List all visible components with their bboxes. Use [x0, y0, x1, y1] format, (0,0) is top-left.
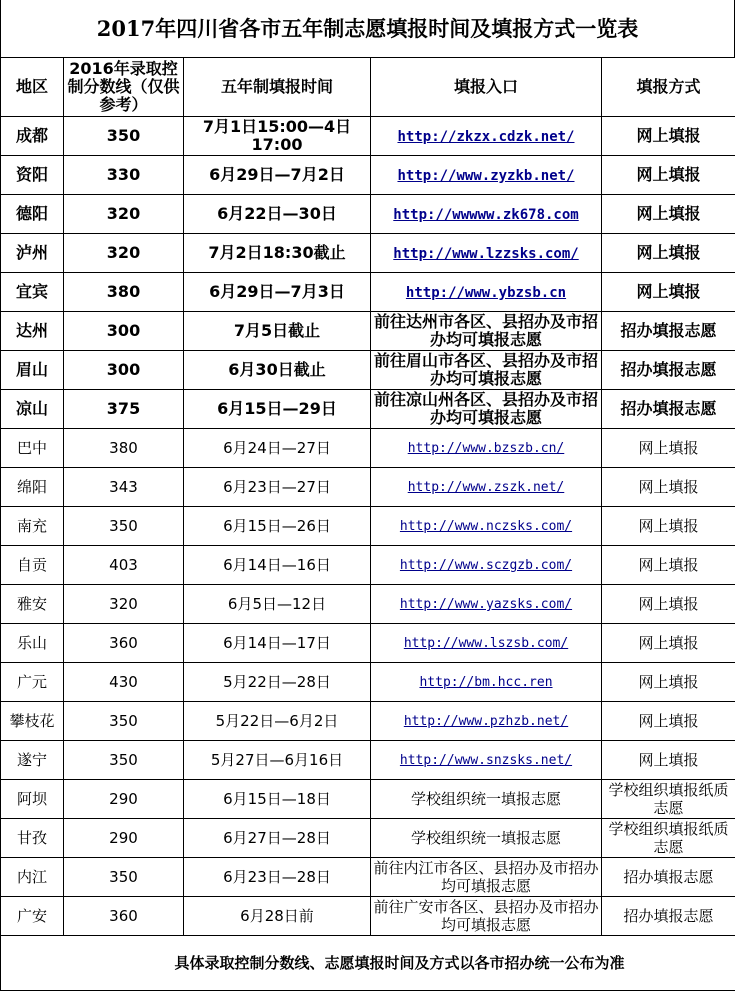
time-cell: 6月29日—7月3日 — [184, 273, 371, 312]
score-cell: 320 — [64, 234, 184, 273]
header-time: 五年制填报时间 — [184, 58, 371, 117]
score-cell: 300 — [64, 351, 184, 390]
region-cell: 自贡 — [1, 546, 64, 585]
region-cell: 泸州 — [1, 234, 64, 273]
score-cell: 360 — [64, 624, 184, 663]
time-cell: 5月27日—6月16日 — [184, 741, 371, 780]
time-cell: 5月22日—28日 — [184, 663, 371, 702]
region-cell: 巴中 — [1, 429, 64, 468]
time-cell: 7月1日15:00—4日17:00 — [184, 117, 371, 156]
entry-link[interactable]: http://www.lzzsks.com/ — [393, 245, 579, 262]
region-cell: 内江 — [1, 858, 64, 897]
entry-cell — [371, 468, 602, 507]
region-cell: 眉山 — [1, 351, 64, 390]
entry-link[interactable]: http://wwwww.zk678.com — [393, 206, 579, 223]
time-cell: 6月24日—27日 — [184, 429, 371, 468]
score-cell: 290 — [64, 819, 184, 858]
admission-table — [0, 57, 735, 991]
table-row — [1, 897, 735, 936]
entry-link[interactable]: http://www.zszk.net/ — [407, 480, 565, 495]
method-cell: 网上填报 — [602, 273, 735, 312]
header-row — [1, 58, 735, 117]
method-cell: 学校组织填报纸质志愿 — [602, 819, 735, 858]
footer-note: 具体录取控制分数线、志愿填报时间及方式以各市招办统一公布为准 — [64, 936, 735, 991]
region-cell: 攀枝花 — [1, 702, 64, 741]
entry-cell: 前往凉山州各区、县招办及市招办均可填报志愿 — [371, 390, 602, 429]
time-cell: 6月30日截止 — [184, 351, 371, 390]
score-cell: 350 — [64, 858, 184, 897]
score-cell: 380 — [64, 429, 184, 468]
region-cell: 雅安 — [1, 585, 64, 624]
table-row — [1, 507, 735, 546]
entry-cell — [371, 117, 602, 156]
method-cell: 招办填报志愿 — [602, 390, 735, 429]
entry-cell: 学校组织统一填报志愿 — [371, 819, 602, 858]
table-row — [1, 195, 735, 234]
score-cell: 343 — [64, 468, 184, 507]
method-cell: 网上填报 — [602, 741, 735, 780]
time-cell: 6月14日—16日 — [184, 546, 371, 585]
method-cell: 学校组织填报纸质志愿 — [602, 780, 735, 819]
score-cell: 350 — [64, 507, 184, 546]
entry-link[interactable]: http://www.nczsks.com/ — [399, 519, 573, 534]
score-cell: 360 — [64, 897, 184, 936]
header-entry: 填报入口 — [371, 58, 602, 117]
time-cell: 6月23日—28日 — [184, 858, 371, 897]
entry-link[interactable]: http://www.lszsb.com/ — [403, 636, 569, 651]
entry-cell: 前往内江市各区、县招办及市招办均可填报志愿 — [371, 858, 602, 897]
region-cell: 甘孜 — [1, 819, 64, 858]
score-cell: 330 — [64, 156, 184, 195]
score-cell: 350 — [64, 702, 184, 741]
time-cell: 6月5日—12日 — [184, 585, 371, 624]
region-cell: 资阳 — [1, 156, 64, 195]
method-cell: 网上填报 — [602, 624, 735, 663]
time-cell: 7月5日截止 — [184, 312, 371, 351]
method-cell: 网上填报 — [602, 663, 735, 702]
method-cell: 网上填报 — [602, 702, 735, 741]
score-cell: 375 — [64, 390, 184, 429]
time-cell: 6月29日—7月2日 — [184, 156, 371, 195]
table-row — [1, 156, 735, 195]
method-cell: 网上填报 — [602, 546, 735, 585]
region-cell: 乐山 — [1, 624, 64, 663]
note-row — [1, 936, 735, 991]
region-cell: 绵阳 — [1, 468, 64, 507]
entry-link[interactable]: http://www.snzsks.net/ — [399, 753, 573, 768]
score-cell: 300 — [64, 312, 184, 351]
method-cell: 招办填报志愿 — [602, 351, 735, 390]
method-cell: 网上填报 — [602, 429, 735, 468]
score-cell: 290 — [64, 780, 184, 819]
method-cell: 网上填报 — [602, 156, 735, 195]
table-row — [1, 351, 735, 390]
table-row — [1, 624, 735, 663]
table-row — [1, 741, 735, 780]
header-method: 填报方式 — [602, 58, 735, 117]
score-cell: 430 — [64, 663, 184, 702]
time-cell: 6月22日—30日 — [184, 195, 371, 234]
table-row — [1, 858, 735, 897]
score-cell: 350 — [64, 117, 184, 156]
table-row — [1, 312, 735, 351]
method-cell: 网上填报 — [602, 234, 735, 273]
method-cell: 网上填报 — [602, 117, 735, 156]
header-region: 地区 — [1, 58, 64, 117]
method-cell: 招办填报志愿 — [602, 897, 735, 936]
table-row — [1, 234, 735, 273]
entry-link[interactable]: http://www.ybzsb.cn — [405, 284, 567, 301]
method-cell: 网上填报 — [602, 195, 735, 234]
region-cell: 阿坝 — [1, 780, 64, 819]
entry-cell — [371, 273, 602, 312]
page-title: 2017年四川省各市五年制志愿填报时间及填报方式一览表 — [0, 0, 735, 57]
method-cell: 网上填报 — [602, 585, 735, 624]
entry-link[interactable]: http://www.bzszb.cn/ — [407, 441, 565, 456]
region-cell: 广安 — [1, 897, 64, 936]
score-cell: 320 — [64, 195, 184, 234]
region-cell: 德阳 — [1, 195, 64, 234]
table-row — [1, 819, 735, 858]
entry-cell: 前往眉山市各区、县招办及市招办均可填报志愿 — [371, 351, 602, 390]
entry-cell — [371, 546, 602, 585]
region-cell: 成都 — [1, 117, 64, 156]
header-score: 2016年录取控制分数线（仅供参考） — [64, 58, 184, 117]
entry-cell: 前往达州市各区、县招办及市招办均可填报志愿 — [371, 312, 602, 351]
region-cell: 遂宁 — [1, 741, 64, 780]
entry-cell: 学校组织统一填报志愿 — [371, 780, 602, 819]
region-cell: 南充 — [1, 507, 64, 546]
time-cell: 6月23日—27日 — [184, 468, 371, 507]
time-cell: 6月15日—29日 — [184, 390, 371, 429]
region-cell: 凉山 — [1, 390, 64, 429]
entry-cell — [371, 156, 602, 195]
table-row — [1, 663, 735, 702]
entry-link[interactable]: http://www.zyzkb.net/ — [397, 167, 575, 184]
table-row — [1, 780, 735, 819]
table-row — [1, 429, 735, 468]
region-cell: 达州 — [1, 312, 64, 351]
entry-link[interactable]: http://www.pzhzb.net/ — [403, 714, 569, 729]
time-cell: 6月27日—28日 — [184, 819, 371, 858]
score-cell: 320 — [64, 585, 184, 624]
entry-link[interactable]: http://www.sczgzb.com/ — [399, 558, 573, 573]
table-row — [1, 585, 735, 624]
time-cell: 6月15日—26日 — [184, 507, 371, 546]
time-cell: 5月22日—6月2日 — [184, 702, 371, 741]
entry-cell — [371, 585, 602, 624]
entry-cell — [371, 507, 602, 546]
score-cell: 380 — [64, 273, 184, 312]
entry-cell — [371, 741, 602, 780]
method-cell: 网上填报 — [602, 507, 735, 546]
method-cell: 招办填报志愿 — [602, 858, 735, 897]
entry-cell — [371, 429, 602, 468]
entry-link[interactable]: http://bm.hcc.ren — [419, 675, 553, 690]
time-cell: 6月28日前 — [184, 897, 371, 936]
entry-cell — [371, 234, 602, 273]
score-cell: 350 — [64, 741, 184, 780]
time-cell: 6月15日—18日 — [184, 780, 371, 819]
table-row — [1, 702, 735, 741]
method-cell: 招办填报志愿 — [602, 312, 735, 351]
table-row — [1, 273, 735, 312]
entry-cell — [371, 663, 602, 702]
table-row — [1, 117, 735, 156]
entry-cell — [371, 702, 602, 741]
entry-link[interactable]: http://www.yazsks.com/ — [399, 597, 573, 612]
entry-cell — [371, 624, 602, 663]
score-cell: 403 — [64, 546, 184, 585]
region-cell: 宜宾 — [1, 273, 64, 312]
time-cell: 7月2日18:30截止 — [184, 234, 371, 273]
entry-cell: 前往广安市各区、县招办及市招办均可填报志愿 — [371, 897, 602, 936]
table-row — [1, 390, 735, 429]
table-row — [1, 546, 735, 585]
entry-link[interactable]: http://zkzx.cdzk.net/ — [397, 128, 575, 145]
region-cell: 广元 — [1, 663, 64, 702]
table-row — [1, 468, 735, 507]
entry-cell — [371, 195, 602, 234]
time-cell: 6月14日—17日 — [184, 624, 371, 663]
method-cell: 网上填报 — [602, 468, 735, 507]
